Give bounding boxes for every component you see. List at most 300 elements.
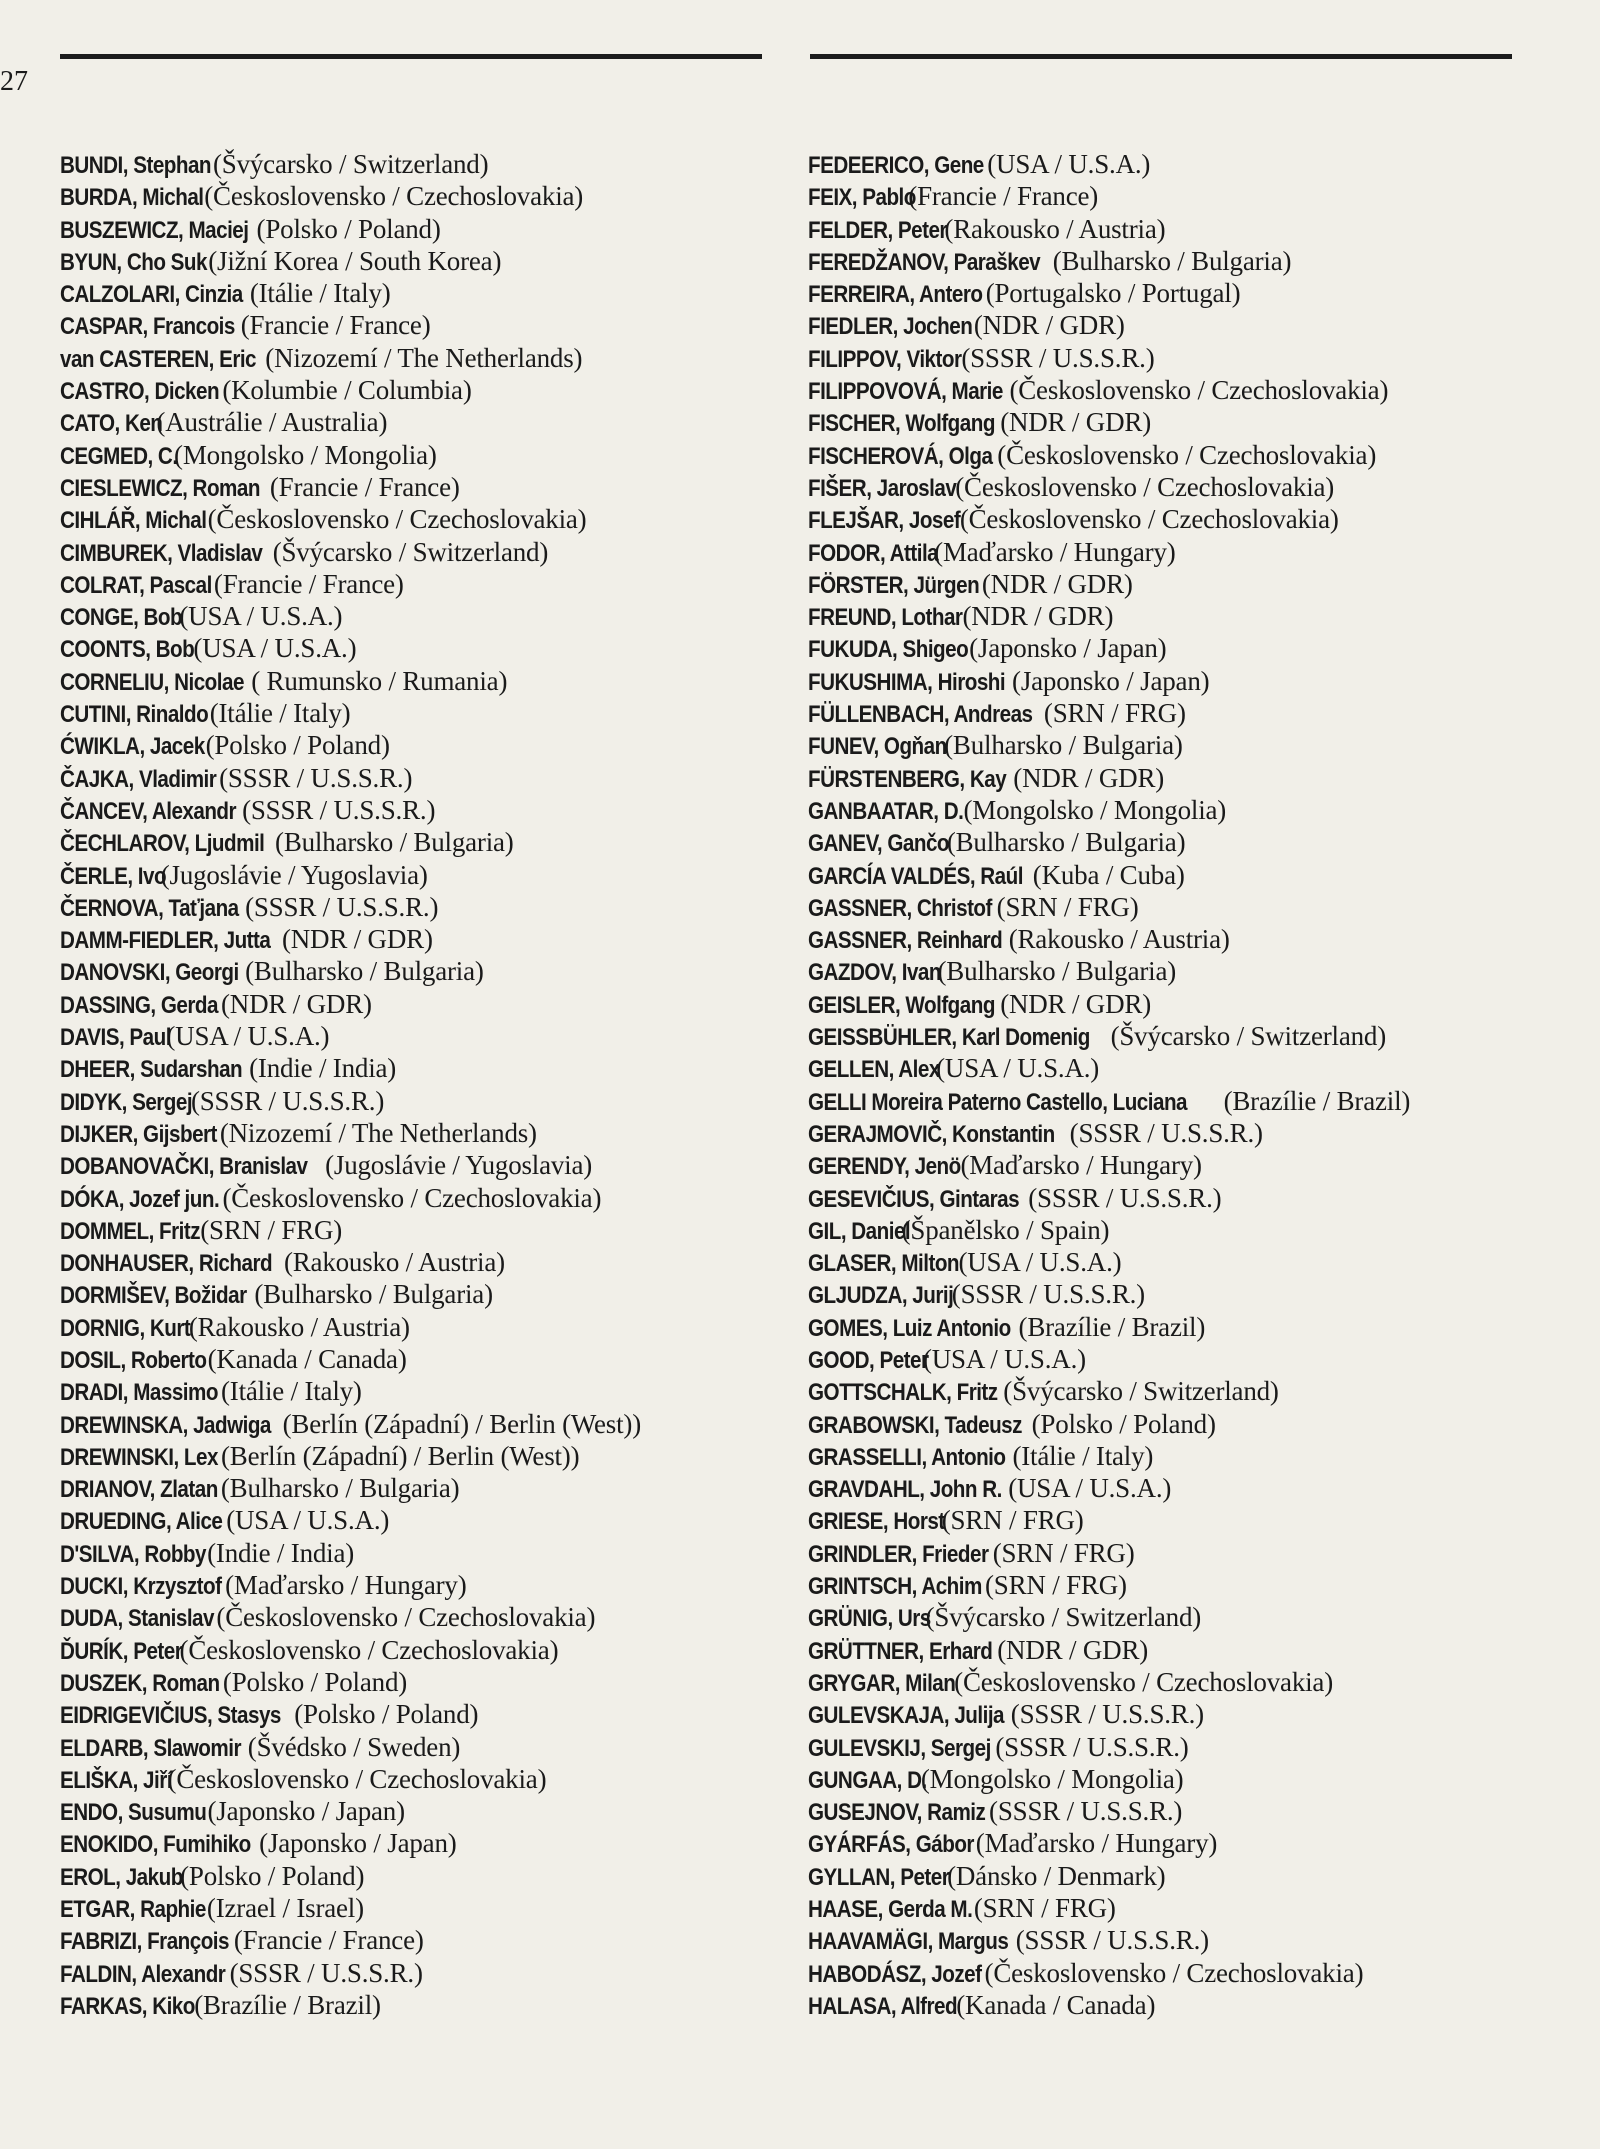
person-name: CUTINI, Rinaldo xyxy=(60,701,209,729)
person-name: FLEJŠAR, Josef xyxy=(808,507,961,535)
list-item xyxy=(808,1957,1568,1989)
person-name: DOBANOVAČKI, Branislav xyxy=(60,1153,308,1181)
person-name: DUCKI, Krzysztof xyxy=(60,1573,222,1601)
country-label: (SSSR / U.S.S.R.) xyxy=(1010,1699,1204,1730)
person-name: HABODÁSZ, Jozef xyxy=(808,1960,982,1988)
list-item xyxy=(808,1601,1568,1633)
country-label: (NDR / GDR) xyxy=(962,601,1114,632)
country-label: (Japonsko / Japan) xyxy=(259,1828,457,1859)
country-label: (Bulharsko / Bulgaria) xyxy=(937,956,1177,987)
list-item xyxy=(60,471,760,503)
list-item xyxy=(60,342,760,374)
country-label: (USA / U.S.A.) xyxy=(193,633,357,664)
list-item xyxy=(60,1375,760,1407)
country-label: (Kanada / Canada) xyxy=(207,1343,407,1374)
list-item xyxy=(808,1924,1568,1956)
person-name: DREWINSKI, Lex xyxy=(60,1443,218,1471)
list-item xyxy=(60,503,760,535)
list-item xyxy=(808,1278,1568,1310)
person-name: GARCÍA VALDÉS, Raúl xyxy=(808,862,1023,890)
country-label: (USA / U.S.A.) xyxy=(987,149,1151,179)
country-label: (NDR / GDR) xyxy=(221,988,372,1019)
list-item xyxy=(60,600,760,632)
country-label: (Polsko / Poland) xyxy=(256,213,441,244)
list-item xyxy=(60,923,760,955)
country-label: (Československo / Czechoslovakia) xyxy=(984,1957,1364,1988)
country-label: (USA / U.S.A.) xyxy=(179,601,343,632)
country-label: (Československo / Czechoslovakia) xyxy=(167,1763,547,1794)
country-label: (Švédsko / Sweden) xyxy=(247,1731,461,1762)
country-label: (Polsko / Poland) xyxy=(205,730,390,761)
country-label: ( Rumunsko / Rumania) xyxy=(251,665,508,696)
list-item xyxy=(60,1472,760,1504)
list-item xyxy=(808,1504,1568,1536)
country-label: (SSSR / U.S.S.R.) xyxy=(219,762,413,793)
list-item xyxy=(808,600,1568,632)
country-label: (Bulharsko / Bulgaria) xyxy=(944,730,1183,761)
name-list-left-column xyxy=(60,148,760,2021)
list-item xyxy=(60,1860,760,1892)
country-label: (SSSR / U.S.S.R.) xyxy=(229,1957,423,1988)
list-item xyxy=(60,794,760,826)
person-name: GRINTSCH, Achim xyxy=(808,1573,982,1601)
list-item xyxy=(60,1440,760,1472)
person-name: FIŠER, Jaroslav xyxy=(808,474,957,502)
country-label: (Československo / Czechoslovakia) xyxy=(959,504,1339,535)
list-item xyxy=(808,1763,1568,1795)
list-item xyxy=(808,1052,1568,1084)
country-label: (SRN / FRG) xyxy=(200,1214,343,1245)
country-label: (SSSR / U.S.S.R.) xyxy=(995,1731,1189,1762)
list-item xyxy=(808,988,1568,1020)
person-name: CEGMED, C. xyxy=(60,442,178,470)
person-name: CALZOLARI, Cinzia xyxy=(60,281,243,309)
country-label: (Maďarsko / Hungary) xyxy=(975,1828,1218,1859)
list-item xyxy=(808,1472,1568,1504)
person-name: CIMBUREK, Vladislav xyxy=(60,539,263,567)
list-item xyxy=(808,1343,1568,1375)
person-name: FREUND, Lothar xyxy=(808,604,963,632)
person-name: HAAVAMÄGI, Margus xyxy=(808,1928,1009,1956)
person-name: FILIPPOVOVÁ, Marie xyxy=(808,378,1003,406)
list-item xyxy=(60,374,760,406)
list-item xyxy=(808,1698,1568,1730)
list-item xyxy=(808,955,1568,987)
person-name: DRUEDING, Alice xyxy=(60,1508,223,1536)
list-item xyxy=(60,309,760,341)
list-item xyxy=(808,1569,1568,1601)
person-name: GASSNER, Christof xyxy=(808,894,992,922)
person-name: FALDIN, Alexandr xyxy=(60,1960,226,1988)
list-item xyxy=(60,988,760,1020)
list-item xyxy=(808,891,1568,923)
list-item xyxy=(60,1020,760,1052)
list-item xyxy=(60,1085,760,1117)
person-name: COONTS, Bob xyxy=(60,636,195,664)
list-item xyxy=(60,1763,760,1795)
person-name: GRASSELLI, Antonio xyxy=(808,1443,1006,1471)
country-label: (Československo / Czechoslovakia) xyxy=(1009,375,1389,406)
country-label: (Nizozemí / The Netherlands) xyxy=(219,1117,537,1148)
list-item xyxy=(60,1182,760,1214)
person-name: HALASA, Alfred xyxy=(808,1992,958,2020)
person-name: GRINDLER, Frieder xyxy=(808,1540,989,1568)
list-item xyxy=(60,1311,760,1343)
list-item xyxy=(808,729,1568,761)
country-label: (Izrael / Israel) xyxy=(206,1893,364,1924)
list-item xyxy=(808,1246,1568,1278)
country-label: (Československo / Czechoslovakia) xyxy=(216,1602,596,1633)
person-name: GRAVDAHL, John R. xyxy=(808,1476,1002,1504)
person-name: CASPAR, Francois xyxy=(60,313,235,341)
person-name: GRÜNIG, Urs xyxy=(808,1605,931,1633)
country-label: (SRN / FRG) xyxy=(992,1537,1135,1568)
country-label: (Francie / France) xyxy=(269,471,460,502)
person-name: CASTRO, Dicken xyxy=(60,378,220,406)
person-name: GYÁRFÁS, Gábor xyxy=(808,1831,974,1859)
country-label: (Bulharsko / Bulgaria) xyxy=(946,827,1186,858)
person-name: COLRAT, Pascal xyxy=(60,571,212,599)
country-label: (Mongolsko / Mongolia) xyxy=(174,439,437,470)
list-item xyxy=(60,1343,760,1375)
list-item xyxy=(808,794,1568,826)
person-name: DOMMEL, Fritz xyxy=(60,1217,201,1245)
person-name: van CASTEREN, Eric xyxy=(60,345,257,373)
country-label: (Kuba / Cuba) xyxy=(1032,859,1185,890)
list-item xyxy=(60,891,760,923)
list-item xyxy=(808,1311,1568,1343)
country-label: (Maďarsko / Hungary) xyxy=(934,536,1176,567)
person-name: GELLEN, Alex xyxy=(808,1056,940,1084)
person-name: GELLI Moreira Paterno Castello, Luciana xyxy=(808,1088,1188,1116)
country-label: (Jugoslávie / Yugoslavia) xyxy=(160,859,428,890)
country-label: (Československo / Czechoslovakia) xyxy=(204,181,584,212)
country-label: (Dánsko / Denmark) xyxy=(947,1860,1166,1891)
person-name: GOOD, Peter xyxy=(808,1346,929,1374)
person-name: DRIANOV, Zlatan xyxy=(60,1476,218,1504)
list-item xyxy=(808,1408,1568,1440)
country-label: (Austrálie / Australia) xyxy=(156,407,388,438)
list-item xyxy=(808,1634,1568,1666)
person-name: ELDARB, Slawomir xyxy=(60,1734,241,1762)
country-label: (SSSR / U.S.S.R.) xyxy=(961,342,1155,373)
list-item xyxy=(808,277,1568,309)
list-item xyxy=(808,1666,1568,1698)
person-name: GRÜTTNER, Erhard xyxy=(808,1637,993,1665)
country-label: (Bulharsko / Bulgaria) xyxy=(245,956,484,987)
person-name: GANBAATAR, D. xyxy=(808,797,964,825)
person-name: FISCHEROVÁ, Olga xyxy=(808,442,993,470)
person-name: ĆWIKLA, Jacek xyxy=(60,733,205,761)
list-item xyxy=(808,180,1568,212)
country-label: (Španělsko / Spain) xyxy=(901,1214,1110,1245)
country-label: (NDR / GDR) xyxy=(1000,407,1151,438)
country-label: (Švýcarsko / Switzerland) xyxy=(1110,1021,1386,1052)
person-name: DONHAUSER, Richard xyxy=(60,1250,273,1278)
name-list-right-column xyxy=(808,148,1568,2021)
person-name: DÓKA, Jozef jun. xyxy=(60,1185,220,1213)
list-item xyxy=(808,923,1568,955)
list-item xyxy=(808,406,1568,438)
list-item xyxy=(60,1892,760,1924)
list-item xyxy=(808,762,1568,794)
person-name: GASSNER, Reinhard xyxy=(808,927,1003,955)
country-label: (Bulharsko / Bulgaria) xyxy=(275,827,514,858)
list-item xyxy=(808,245,1568,277)
person-name: DOSIL, Roberto xyxy=(60,1346,207,1374)
person-name: HAASE, Gerda M. xyxy=(808,1896,973,1924)
person-name: GEISLER, Wolfgang xyxy=(808,991,995,1019)
list-item xyxy=(60,1795,760,1827)
list-item xyxy=(60,148,760,180)
list-item xyxy=(808,536,1568,568)
person-name: FERREIRA, Antero xyxy=(808,281,983,309)
person-name: FÜRSTENBERG, Kay xyxy=(808,765,1007,793)
list-item xyxy=(60,439,760,471)
country-label: (Japonsko / Japan) xyxy=(1012,665,1210,696)
person-name: DAMM-FIEDLER, Jutta xyxy=(60,927,271,955)
person-name: FISCHER, Wolfgang xyxy=(808,410,995,438)
person-name: BYUN, Cho Suk xyxy=(60,248,207,276)
list-item xyxy=(808,1440,1568,1472)
country-label: (Japonsko / Japan) xyxy=(207,1796,405,1827)
country-label: (NDR / GDR) xyxy=(973,310,1125,341)
country-label: (Berlín (Západní) / Berlin (West)) xyxy=(220,1440,580,1471)
country-label: (Švýcarsko / Switzerland) xyxy=(1003,1376,1279,1407)
person-name: GIL, Daniel xyxy=(808,1217,911,1245)
person-name: GYLLAN, Peter xyxy=(808,1863,950,1891)
country-label: (Polsko / Poland) xyxy=(222,1666,408,1697)
country-label: (Brazílie / Brazil) xyxy=(1223,1085,1411,1116)
person-name: DANOVSKI, Georgi xyxy=(60,959,239,987)
country-label: (SSSR / U.S.S.R.) xyxy=(242,794,436,825)
person-name: FEREDŽANOV, Paraškev xyxy=(808,248,1041,276)
person-name: FUNEV, Ogňan xyxy=(808,733,947,761)
list-item xyxy=(60,1504,760,1536)
person-name: FUKUDA, Shigeo xyxy=(808,636,969,664)
country-label: (NDR / GDR) xyxy=(1000,988,1151,1019)
country-label: (Itálie / Italy) xyxy=(1012,1440,1154,1471)
country-label: (USA / U.S.A.) xyxy=(922,1343,1086,1374)
list-item xyxy=(60,697,760,729)
list-item xyxy=(808,1149,1568,1181)
country-label: (Rakousko / Austria) xyxy=(1008,924,1230,955)
person-name: CONGE, Bob xyxy=(60,604,183,632)
page-number: 27 xyxy=(0,66,28,97)
person-name: GULEVSKAJA, Julija xyxy=(808,1702,1005,1730)
person-name: DIDYK, Sergej xyxy=(60,1088,193,1116)
person-name: D'SILVA, Robby xyxy=(60,1540,206,1568)
person-name: EIDRIGEVIČIUS, Stasys xyxy=(60,1702,281,1730)
country-label: (Nizozemí / The Netherlands) xyxy=(265,342,583,373)
person-name: BURDA, Michal xyxy=(60,184,204,212)
country-label: (SSSR / U.S.S.R.) xyxy=(1069,1117,1263,1148)
person-name: FELDER, Peter xyxy=(808,216,947,244)
country-label: (SRN / FRG) xyxy=(996,891,1139,922)
list-item xyxy=(60,1408,760,1440)
person-name: ČERLE, Ivo xyxy=(60,862,167,890)
list-item xyxy=(60,1989,760,2021)
person-name: ČAJKA, Vladimir xyxy=(60,765,217,793)
country-label: (Rakousko / Austria) xyxy=(283,1247,505,1278)
person-name: GERENDY, Jenö xyxy=(808,1153,961,1181)
country-label: (USA / U.S.A.) xyxy=(936,1053,1100,1084)
country-label: (Itálie / Italy) xyxy=(209,698,351,729)
country-label: (SRN / FRG) xyxy=(941,1505,1084,1536)
list-item xyxy=(60,568,760,600)
person-name: CATO, Ken xyxy=(60,410,163,438)
country-label: (Bulharsko / Bulgaria) xyxy=(254,1279,493,1310)
person-name: FIEDLER, Jochen xyxy=(808,313,973,341)
list-item xyxy=(60,180,760,212)
person-name: BUNDI, Stephan xyxy=(60,152,212,179)
list-item xyxy=(60,1957,760,1989)
person-name: ČANCEV, Alexandr xyxy=(60,797,237,825)
list-item xyxy=(808,697,1568,729)
country-label: (NDR / GDR) xyxy=(281,924,433,955)
country-label: (Československo / Czechoslovakia) xyxy=(954,1666,1333,1697)
country-label: (Polsko / Poland) xyxy=(294,1699,479,1730)
person-name: DUSZEK, Roman xyxy=(60,1669,220,1697)
person-name: GRIESE, Horst xyxy=(808,1508,945,1536)
list-item xyxy=(808,439,1568,471)
person-name: EROL, Jakub xyxy=(60,1863,183,1891)
person-name: GRABOWSKI, Tadeusz xyxy=(808,1411,1022,1439)
country-label: (NDR / GDR) xyxy=(997,1634,1149,1665)
country-label: (Indie / India) xyxy=(249,1053,397,1084)
person-name: DRADI, Massimo xyxy=(60,1379,218,1407)
country-label: (SSSR / U.S.S.R.) xyxy=(245,891,439,922)
person-name: CIESLEWICZ, Roman xyxy=(60,474,260,502)
person-name: FILIPPOV, Viktor xyxy=(808,345,962,373)
country-label: (Švýcarsko / Switzerland) xyxy=(212,149,489,179)
country-label: (NDR / GDR) xyxy=(1013,762,1165,793)
list-item xyxy=(808,859,1568,891)
list-item xyxy=(808,309,1568,341)
person-name: GOTTSCHALK, Fritz xyxy=(808,1379,998,1407)
person-name: DORMIŠEV, Božidar xyxy=(60,1282,247,1310)
person-name: ETGAR, Raphie xyxy=(60,1896,206,1924)
list-item xyxy=(60,1601,760,1633)
list-item xyxy=(60,1214,760,1246)
person-name: ELIŠKA, Jiří xyxy=(60,1766,172,1794)
list-item xyxy=(60,245,760,277)
country-label: (Maďarsko / Hungary) xyxy=(960,1150,1202,1181)
country-label: (Brazílie / Brazil) xyxy=(194,1989,381,2020)
country-label: (USA / U.S.A.) xyxy=(958,1247,1122,1278)
list-item xyxy=(808,374,1568,406)
person-name: DHEER, Sudarshan xyxy=(60,1056,243,1084)
person-name: FEIX, Pablo xyxy=(808,184,916,212)
list-item xyxy=(60,955,760,987)
list-item xyxy=(808,1375,1568,1407)
person-name: FARKAS, Kiko xyxy=(60,1992,195,2020)
list-item xyxy=(60,1569,760,1601)
list-item xyxy=(60,1117,760,1149)
country-label: (Brazílie / Brazil) xyxy=(1018,1311,1206,1342)
person-name: GLASER, Milton xyxy=(808,1250,960,1278)
country-label: (Československo / Czechoslovakia) xyxy=(207,504,587,535)
country-label: (Francie / France) xyxy=(908,181,1099,212)
person-name: FÖRSTER, Jürgen xyxy=(808,571,980,599)
person-name: GAZDOV, Ivan xyxy=(808,959,941,987)
country-label: (Bulharsko / Bulgaria) xyxy=(220,1473,460,1504)
list-item xyxy=(60,1246,760,1278)
person-name: BUSZEWICZ, Maciej xyxy=(60,216,249,244)
list-item xyxy=(808,826,1568,858)
list-item xyxy=(60,1052,760,1084)
country-label: (Mongolsko / Mongolia) xyxy=(920,1763,1184,1794)
country-label: (Berlín (Západní) / Berlin (West)) xyxy=(282,1408,641,1439)
person-name: DREWINSKA, Jadwiga xyxy=(60,1411,271,1439)
country-label: (Itálie / Italy) xyxy=(221,1376,362,1407)
list-item xyxy=(60,1731,760,1763)
list-item xyxy=(60,762,760,794)
person-name: ENDO, Susumu xyxy=(60,1799,207,1827)
header-rule-right xyxy=(810,54,1512,59)
list-item xyxy=(60,1827,760,1859)
country-label: (Jižní Korea / South Korea) xyxy=(208,245,502,276)
list-item xyxy=(60,1537,760,1569)
list-item xyxy=(60,277,760,309)
list-item xyxy=(60,213,760,245)
country-label: (Bulharsko / Bulgaria) xyxy=(1052,245,1292,276)
country-label: (SRN / FRG) xyxy=(973,1893,1116,1924)
country-label: (Švýcarsko / Switzerland) xyxy=(925,1602,1202,1633)
country-label: (Kolumbie / Columbia) xyxy=(222,375,472,406)
list-item xyxy=(60,1634,760,1666)
country-label: (Rakousko / Austria) xyxy=(944,213,1166,244)
person-name: GOMES, Luiz Antonio xyxy=(808,1314,1011,1342)
country-label: (SSSR / U.S.S.R.) xyxy=(989,1796,1183,1827)
list-item xyxy=(60,1666,760,1698)
person-name: DORNIG, Kurt xyxy=(60,1314,191,1342)
country-label: (Polsko / Poland) xyxy=(180,1860,365,1891)
list-item xyxy=(808,1989,1568,2021)
list-item xyxy=(808,568,1568,600)
person-name: GULEVSKIJ, Sergej xyxy=(808,1734,991,1762)
country-label: (SSSR / U.S.S.R.) xyxy=(190,1085,385,1116)
list-item xyxy=(60,1924,760,1956)
country-label: (Polsko / Poland) xyxy=(1031,1408,1216,1439)
list-item xyxy=(808,1537,1568,1569)
list-item xyxy=(808,1182,1568,1214)
list-item xyxy=(808,665,1568,697)
person-name: GESEVIČIUS, Gintaras xyxy=(808,1185,1020,1213)
country-label: (Československo / Czechoslovakia) xyxy=(222,1182,602,1213)
country-label: (Francie / France) xyxy=(233,1925,424,1956)
person-name: FUKUSHIMA, Hiroshi xyxy=(808,668,1006,696)
country-label: (SRN / FRG) xyxy=(1043,698,1186,729)
list-item xyxy=(808,1892,1568,1924)
person-name: GRYGAR, Milan xyxy=(808,1669,956,1697)
list-item xyxy=(808,1117,1568,1149)
country-label: (Itálie / Italy) xyxy=(249,278,391,309)
country-label: (Jugoslávie / Yugoslavia) xyxy=(325,1150,593,1181)
list-item xyxy=(60,729,760,761)
person-name: DIJKER, Gijsbert xyxy=(60,1120,217,1148)
list-item xyxy=(60,665,760,697)
list-item xyxy=(808,1827,1568,1859)
country-label: (USA / U.S.A.) xyxy=(1008,1473,1172,1504)
list-item xyxy=(808,342,1568,374)
country-label: (Francie / France) xyxy=(213,568,404,599)
person-name: DAVIS, Paul xyxy=(60,1024,171,1052)
country-label: (Portugalsko / Portugal) xyxy=(985,278,1241,309)
country-label: (Rakousko / Austria) xyxy=(188,1311,410,1342)
list-item xyxy=(60,826,760,858)
header-rule-left xyxy=(60,54,762,59)
